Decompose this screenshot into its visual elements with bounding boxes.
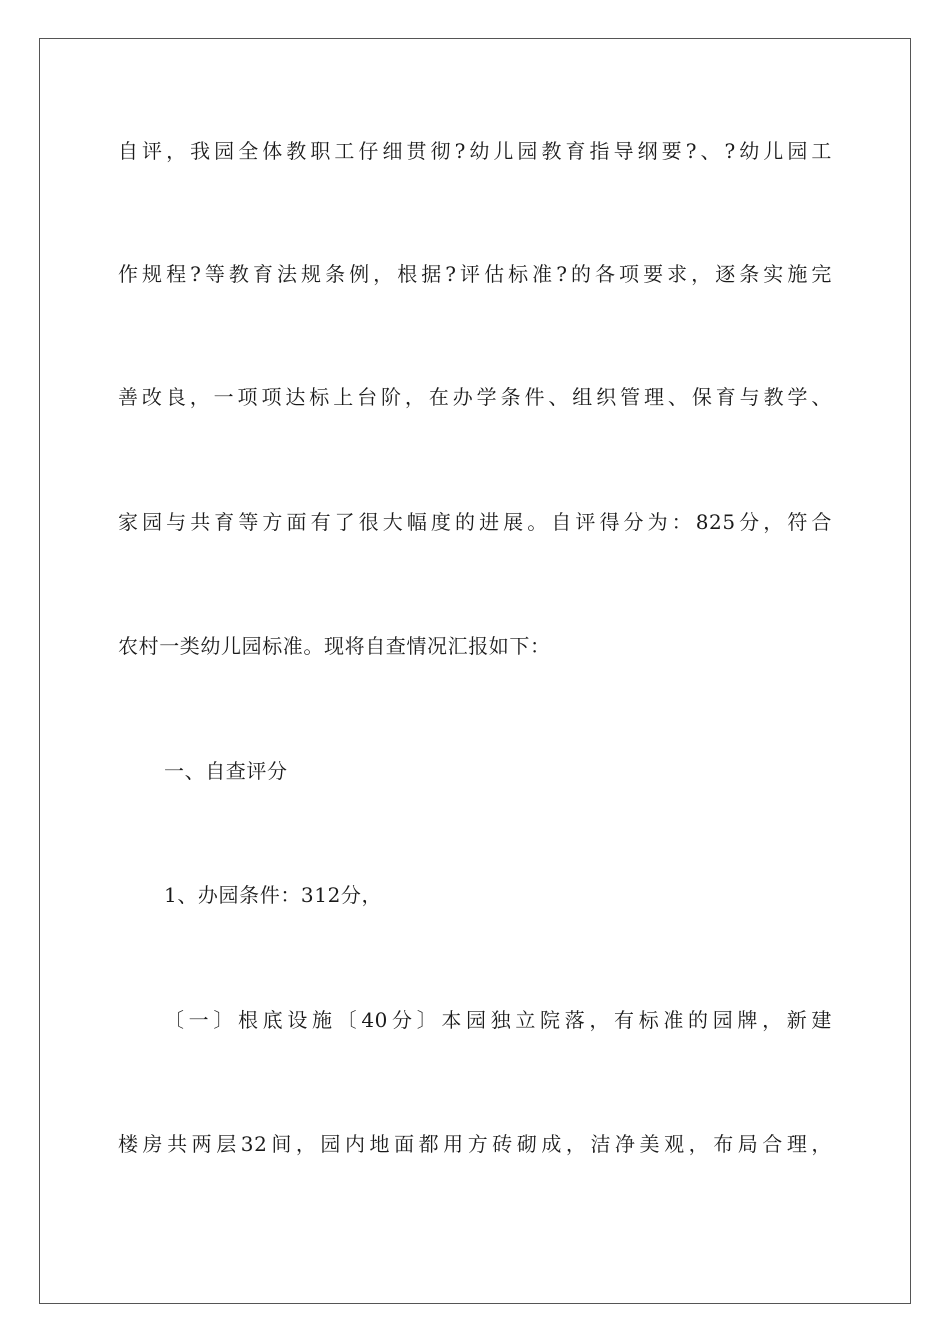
paragraph-line: 〔一〕根底设施〔40分〕本园独立院落，有标准的园牌，新建 <box>164 1008 832 1032</box>
paragraph-line: 家园与共育等方面有了很大幅度的进展。自评得分为：825分，符合 <box>118 510 832 534</box>
paragraph-line: 善改良，一项项达标上台阶，在办学条件、组织管理、保育与教学、 <box>118 385 832 409</box>
section-heading: 一、自查评分 <box>164 759 288 783</box>
page-frame <box>39 38 911 1304</box>
paragraph-line: 农村一类幼儿园标准。现将自查情况汇报如下： <box>118 634 551 658</box>
subsection-heading: 1、办园条件：312分， <box>164 883 383 907</box>
paragraph-line: 作规程?等教育法规条例，根据?评估标准?的各项要求，逐条实施完 <box>118 262 832 286</box>
paragraph-line: 自评，我园全体教职工仔细贯彻?幼儿园教育指导纲要?、?幼儿园工 <box>118 139 832 163</box>
paragraph-line: 楼房共两层32间，园内地面都用方砖砌成，洁净美观，布局合理， <box>118 1132 832 1156</box>
